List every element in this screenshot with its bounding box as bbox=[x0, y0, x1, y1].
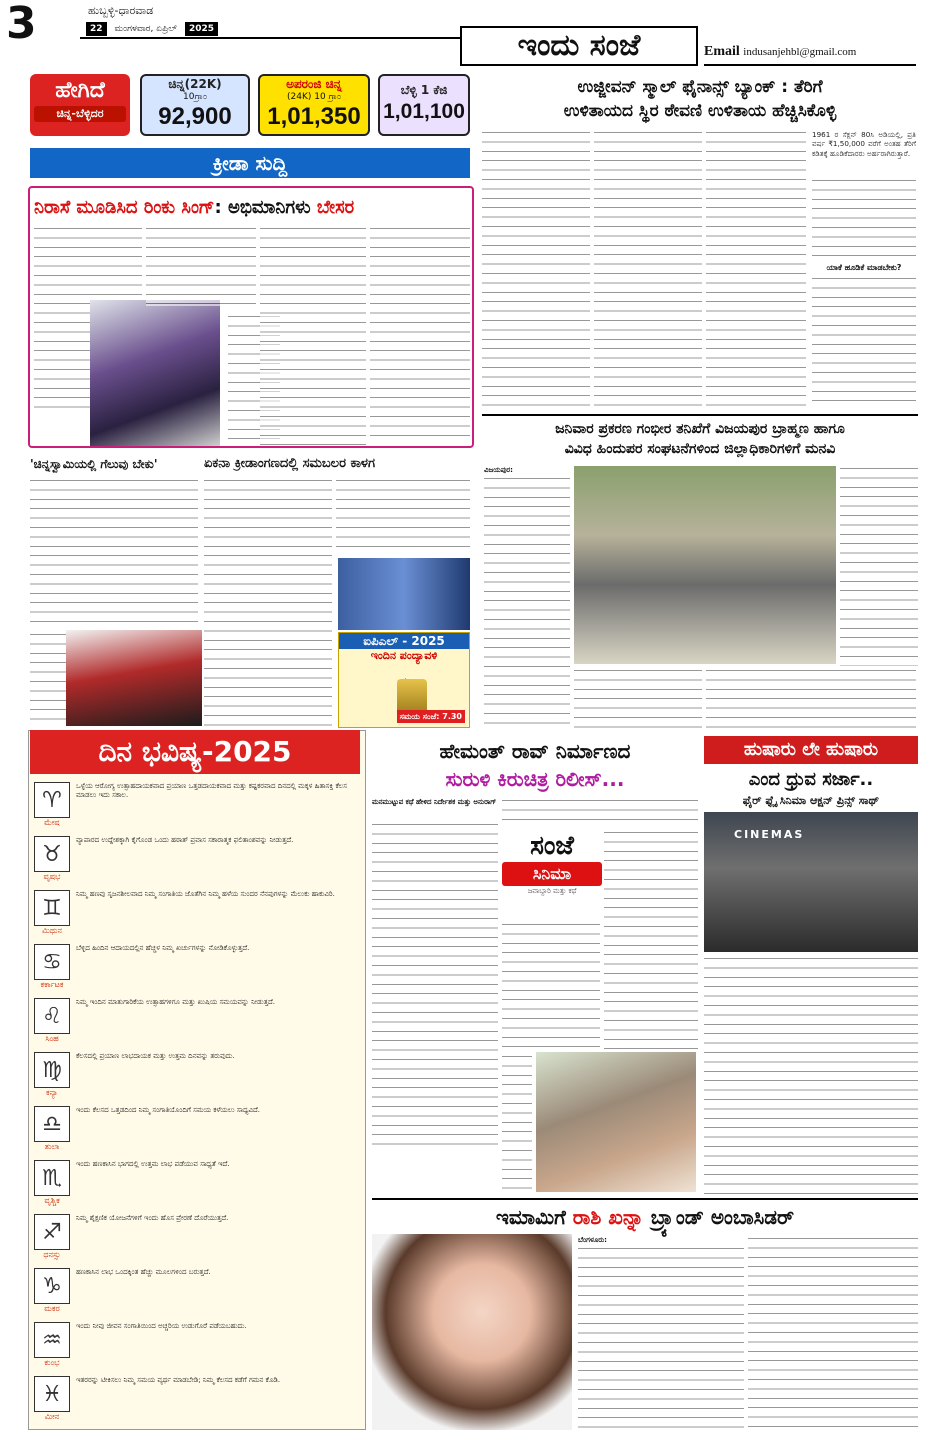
sign-aries-text: ಒಳ್ಳೆಯ ಆರೋಗ್ಯ ಉತ್ಸಾಹದಾಯಕವಾದ ಪ್ರಯಾಣ ಒತ್ತಡದಾಯಕವಾದ ಮತ್ತು ಕಷ್ಟಕರವಾದ ದಿನದಲ್ಲಿ ಮಕ್ಕಳ ಹಿತಾಸಕ್ತಿ ಕೆಲಸ ಮಾಡಲು ಇದು ಸಕಾಲ. bbox=[76, 782, 347, 799]
lucknow-text-col2 bbox=[336, 478, 470, 554]
rinku-text-col4 bbox=[370, 226, 470, 444]
gold24-unit: (24K) 10 ಗ್ರಾಂ bbox=[287, 92, 341, 102]
sagittarius-icon: ♐ bbox=[34, 1214, 70, 1250]
rashi-headline-c: ಬ್ರ್ಯಾಂಡ್ ಅಂಬಾಸಿಡರ್ bbox=[643, 1205, 795, 1229]
logo-bottom: ಸಿನಿಮಾ bbox=[502, 862, 602, 886]
email-rule bbox=[704, 64, 916, 66]
rinku-headline-d: ಬೇಸರ bbox=[316, 197, 355, 218]
pisces-icon: ♓ bbox=[34, 1376, 70, 1412]
sign-libra-text: ಇಂದು ಕೆಲಸದ ಒತ್ತಡದಿಂದ ನಿಮ್ಮ ಸಂಗಾತಿಯೊಂದಿಗೆ ಸಮಯ ಕಳೆಯಲು ಸಾಧ್ಯವಿದೆ. bbox=[76, 1106, 260, 1114]
cinema-text-col2 bbox=[502, 922, 600, 1050]
gemini-icon: ♊ bbox=[34, 890, 70, 926]
sign-name: ಕರ್ಕಾಟಕ bbox=[40, 980, 64, 989]
vijayapur-text-col3 bbox=[840, 466, 918, 666]
sign-scorpio bbox=[32, 1160, 72, 1210]
sign-capricorn-text: ಹಣಕಾಸಿನ ಲಾಭ ಒಂದಕ್ಕಿಂತ ಹೆಚ್ಚು ಮೂಲಗಳಿಂದ ಬರುತ್ತದೆ. bbox=[76, 1268, 211, 1276]
sign-name: ತುಲಾ bbox=[44, 1142, 60, 1151]
vijayapur-text-col2b bbox=[706, 668, 916, 732]
edition-city: ಹುಬ್ಬಳ್ಳಿ-ಧಾರವಾಡ bbox=[88, 4, 154, 17]
cinema-text-col2b bbox=[502, 1054, 532, 1192]
rinku-headline-a: ನಿರಾಸೆ ಮೂಡಿಸಿದ bbox=[34, 197, 144, 218]
gold22-value: 92,900 bbox=[158, 103, 232, 130]
sign-name: ವೃಶ್ಚಿಕ bbox=[44, 1196, 60, 1205]
players-photo bbox=[338, 558, 470, 630]
ujjivan-headline-1: ಉಜ್ಜೀವನ್ ಸ್ಮಾಲ್ ಫೈನಾನ್ಸ್ ಬ್ಯಾಂಕ್ : ತೆರಿಗೆ bbox=[577, 77, 823, 97]
ujjivan-text-col1 bbox=[482, 130, 590, 406]
sports-section-title: ಕ್ರೀಡಾ ಸುದ್ದಿ bbox=[30, 148, 470, 178]
ujjivan-headline-2: ಉಳಿತಾಯದ ಸ್ಥಿರ ಠೇವಣಿ ಉಳಿತಾಯ ಹೆಚ್ಚಿಸಿಕೊಳ್ಳಿ bbox=[563, 101, 837, 121]
silver-label: ಬೆಳ್ಳಿ 1 ಕೆಜಿ bbox=[400, 83, 448, 97]
rinku-headline-b: ರಿಂಕು ಸಿಂಗ್ bbox=[143, 197, 215, 218]
rcb-story-tail bbox=[30, 632, 66, 722]
sign-name: ಕನ್ಯಾ bbox=[46, 1088, 58, 1097]
ujjivan-text-col5 bbox=[812, 276, 916, 406]
dhruva-headline-2: ಎಂದ ಧ್ರುವ ಸರ್ಜಾ.. bbox=[748, 769, 874, 790]
sign-aquarius bbox=[32, 1322, 72, 1372]
page-number: 3 bbox=[6, 0, 37, 49]
price-badge-title: ಹೇಗಿದೆ bbox=[55, 78, 105, 103]
sign-name: ಮಕರ bbox=[44, 1304, 60, 1313]
rashi-headline-a: ಇಮಾಮಿಗೆ bbox=[495, 1205, 573, 1229]
vijayapur-dateline: ವಿಜಯಪುರ: bbox=[484, 466, 513, 474]
sign-cancer bbox=[32, 944, 72, 994]
ujjivan-text-col4 bbox=[812, 178, 916, 258]
sign-sagittarius-text: ನಿಮ್ಮ ಶೈಕ್ಷಣಿಕ ಯೋಜನೆಗಳಿಗೆ ಇಂದು ಹೊಸ ಪ್ರೇರಣೆ ದೊರೆಯುತ್ತದೆ. bbox=[76, 1214, 229, 1222]
sign-name: ಮೀನ bbox=[44, 1412, 60, 1421]
leo-icon: ♌ bbox=[34, 998, 70, 1034]
ipl-box-title: ಐಪಿಎಲ್ - 2025 bbox=[339, 633, 469, 649]
protest-photo bbox=[574, 466, 836, 664]
sign-aries bbox=[32, 782, 72, 832]
cinema-text-top bbox=[502, 798, 698, 828]
dateline bbox=[86, 22, 218, 36]
ujjivan-text-col3 bbox=[706, 130, 806, 406]
sign-taurus-text: ವ್ಯಾಪಾರದ ಉದ್ದೇಶಕ್ಕಾಗಿ ಕೈಗೊಂಡ ಒಂದು ಹಠಾತ್ ಪ್ರವಾಸ ಸಕಾರಾತ್ಮಕ ಫಲಿತಾಂಶವನ್ನು ನೀಡುತ್ತದೆ. bbox=[76, 836, 294, 844]
sign-capricorn bbox=[32, 1268, 72, 1318]
rashi-rule bbox=[372, 1198, 918, 1200]
cinema-text-col3 bbox=[604, 830, 698, 1050]
dhruva-subhead: ಫೈರ್ ಫ್ಲೈ ಸಿನಿಮಾ ಆಕ್ಷನ್ ಪ್ರಿನ್ಸ್ ಸಾಥ್ bbox=[742, 794, 880, 807]
vijayapur-text-col1 bbox=[484, 476, 570, 732]
gold22-label: ಚಿನ್ನ(22K) bbox=[168, 77, 222, 91]
vijayapur-text-col2a bbox=[574, 668, 702, 732]
gold22-price bbox=[140, 74, 250, 136]
ipl-box-time: ಸಮಯ ಸಂಜೆ: 7.30 bbox=[397, 710, 465, 723]
date-text: ಮಂಗಳವಾರ, ಏಪ್ರಿಲ್ bbox=[114, 24, 177, 34]
header-rule bbox=[80, 37, 460, 39]
sign-cancer-text: ಬೆಳ್ಳಿದ ಹಿಂದಿನ ಆದಾಯದಲ್ಲಿನ ಹೆಚ್ಚಳ ನಿಮ್ಮ ಖರ್ಚುಗಳನ್ನು ನೋಡಿಕೊಳ್ಳುತ್ತದೆ. bbox=[76, 944, 250, 952]
rinku-headline-c: : ಅಭಿಮಾನಿಗಳು bbox=[214, 197, 317, 218]
sanje-cinema-logo bbox=[502, 830, 602, 918]
cinema-byline: ಮನಮುಟ್ಟುವ ಕಥೆ ಹೇಳಿದ ನಿರ್ದೇಶಕ ಮತ್ತು ಅನುರಾಗ್ bbox=[372, 798, 497, 806]
taurus-icon: ♉ bbox=[34, 836, 70, 872]
lucknow-text-col1 bbox=[204, 478, 332, 726]
dhruva-headline-1: ಹುಷಾರು ಲೇ ಹುಷಾರು bbox=[704, 736, 918, 764]
sign-taurus bbox=[32, 836, 72, 886]
sign-scorpio-text: ಇಂದು ಹಣಕಾಸಿನ ಭಾಗದಲ್ಲಿ ಉತ್ತಮ ಲಾಭ ಪಡೆಯುವ ಸಾಧ್ಯತೆ ಇದೆ. bbox=[76, 1160, 230, 1168]
sign-sagittarius bbox=[32, 1214, 72, 1264]
dhruva-photo bbox=[704, 812, 918, 952]
ipl-today-box bbox=[338, 632, 470, 728]
dhruva-text bbox=[704, 956, 918, 1194]
ipl-box-sub: ಇಂದಿನ ಪಂದ್ಯಾವಳಿ bbox=[370, 649, 438, 662]
date-day: 22 bbox=[86, 22, 107, 36]
ujjivan-snippet: 1961 ರ ಸೆಕ್ಷನ್ 80ಸಿ ಅಡಿಯಲ್ಲಿ, ಪ್ರತಿ ವರ್ಷ ₹1,50,000 ವರೆಗೆ ಅಂತಹ ತೆರಿಗೆ ಕಡಿತಕ್ಕೆ ಹೂಡಿಕೆದಾರರು ಅರ್ಹರಾಗಿರುತ್ತಾರೆ. bbox=[812, 130, 916, 158]
email-label: Email bbox=[704, 44, 740, 59]
masthead: ಇಂದು ಸಂಜೆ bbox=[460, 26, 698, 66]
aquarius-icon: ♒ bbox=[34, 1322, 70, 1358]
gold24-label: ಅಪರಂಜಿ ಚಿನ್ನ bbox=[286, 77, 342, 91]
rinku-text-col3 bbox=[260, 226, 366, 446]
sign-leo-text: ನಿಮ್ಮ ಇಂದಿನ ಮಾತುಗಾರಿಕೆಯ ಉತ್ಸಾಹಗಳಿಗೂ ಮತ್ತು ಖುಷಿಯ ಸಮಯವನ್ನು ನೀಡುತ್ತದೆ. bbox=[76, 998, 276, 1006]
logo-top: ಸಂಜೆ bbox=[530, 831, 574, 861]
rashi-headline-b: ರಾಶಿ ಖನ್ನಾ bbox=[572, 1205, 644, 1229]
sign-name: ಮೇಷ bbox=[44, 818, 60, 827]
vijayapur-headline-2: ವಿವಿಧ ಹಿಂದುಪರ ಸಂಘಟನೆಗಳಿಂದ ಜಿಲ್ಲಾಧಿಕಾರಿಗಳಿಗೆ ಮನವಿ bbox=[564, 441, 836, 457]
sign-name: ವೃಷಭ bbox=[43, 872, 61, 881]
vijayapur-headline-1: ಜನಿವಾರ ಪ್ರಕರಣ ಗಂಭೀರ ತನಿಖೆಗೆ ವಿಜಯಪುರ ಬ್ರಾಹ್ಮಣ ಹಾಗೂ bbox=[555, 421, 845, 437]
aries-icon: ♈ bbox=[34, 782, 70, 818]
ujjivan-text-col2 bbox=[594, 130, 702, 406]
sign-aquarius-text: ಇಂದು ನೀವು ಜೀವನ ಸಂಗಾತಿಯಿಂದ ಅಚ್ಚರಿಯ ಉಡುಗೊರೆ ಪಡೆಯಬಹುದು. bbox=[76, 1322, 247, 1330]
rashi-headline bbox=[372, 1202, 918, 1232]
cancer-icon: ♋ bbox=[34, 944, 70, 980]
silver-price bbox=[378, 74, 470, 136]
scorpio-icon: ♏ bbox=[34, 1160, 70, 1196]
rashi-text-col1 bbox=[578, 1246, 744, 1430]
price-badge-sub: ಚಿನ್ನ-ಬೆಳ್ಳಿದರ bbox=[34, 106, 126, 122]
sign-gemini-text: ನಿಮ್ಮ ಹಣವು ಸೃಜನಶೀಲವಾದ ನಿಮ್ಮ ಸಂಗಾತಿಯ ಜೊತೆಗಿನ ನಿಮ್ಮ ಹಳೆಯ ಸುಂದರ ನೆನಪುಗಳನ್ನು ಮೆಲುಕು ಹಾಕುವಿರಿ. bbox=[76, 890, 335, 898]
virgo-icon: ♍ bbox=[34, 1052, 70, 1088]
kohli-photo bbox=[66, 630, 202, 726]
rashi-dateline: ಬೆಂಗಳೂರು: bbox=[578, 1236, 607, 1244]
cinema-family-photo bbox=[536, 1052, 696, 1192]
rinku-photo bbox=[90, 300, 220, 446]
horoscope-title: ದಿನ ಭವಿಷ್ಯ-2025 bbox=[30, 730, 360, 774]
sign-gemini bbox=[32, 890, 72, 940]
email-address[interactable]: indusanjehbl@gmail.com bbox=[743, 46, 857, 58]
ujjivan-subhead: ಯಾಕೆ ಹೂಡಿಕೆ ಮಾಡಬೇಕು? bbox=[826, 263, 902, 272]
gold24-price bbox=[258, 74, 370, 136]
rcb-story-text bbox=[30, 478, 198, 628]
gold22-unit: 10ಗ್ರಾಂ bbox=[183, 92, 207, 102]
sign-name: ಧನಸ್ಸು bbox=[43, 1250, 61, 1259]
sign-pisces-text: ಇತರರನ್ನು ಟೀಕಿಸಲು ನಿಮ್ಮ ಸಮಯ ವ್ಯರ್ಥ ಮಾಡಬೇಡಿ; ನಿಮ್ಮ ಕೆಲಸದ ಕಡೆಗೆ ಗಮನ ಕೊಡಿ. bbox=[76, 1376, 281, 1384]
date-year: 2025 bbox=[185, 22, 218, 36]
sign-pisces bbox=[32, 1376, 72, 1426]
sign-virgo bbox=[32, 1052, 72, 1102]
sign-libra bbox=[32, 1106, 72, 1156]
email-line bbox=[704, 44, 856, 60]
rashi-text-col2 bbox=[748, 1236, 918, 1430]
photo-sign: CINEMAS bbox=[734, 828, 805, 841]
capricorn-icon: ♑ bbox=[34, 1268, 70, 1304]
rinku-text-col2 bbox=[146, 226, 256, 306]
cinema-headline-2: ಸುರುಳಿ ಕಿರುಚಿತ್ರ ರಿಲೀಸ್... bbox=[445, 767, 625, 791]
libra-icon: ♎ bbox=[34, 1106, 70, 1142]
lucknow-story-title: ಏಕನಾ ಕ್ರೀಡಾಂಗಣದಲ್ಲಿ ಸಮಬಲರ ಕಾಳಗ bbox=[204, 456, 376, 471]
rcb-story-title: 'ಚಿನ್ನಸ್ವಾಮಿಯಲ್ಲಿ ಗೆಲುವು ಬೇಕು' bbox=[30, 457, 158, 471]
rinku-headline bbox=[34, 196, 474, 220]
rashi-photo bbox=[372, 1234, 572, 1430]
sign-virgo-text: ಕೆಲಸದಲ್ಲಿ ಪ್ರಯಾಣ ಲಾಭದಾಯಕ ಮತ್ತು ಉತ್ತಮ ದಿನವನ್ನು ತರುವುದು. bbox=[76, 1052, 235, 1060]
gold24-value: 1,01,350 bbox=[267, 103, 361, 130]
sign-name: ಕುಂಭ bbox=[44, 1358, 60, 1367]
cinema-text-col1 bbox=[372, 822, 498, 1152]
price-badge bbox=[30, 74, 130, 136]
sign-name: ಸಿಂಹ bbox=[45, 1034, 59, 1043]
silver-value: 1,01,100 bbox=[383, 100, 465, 123]
sign-name: ಮಿಥುನ bbox=[42, 926, 62, 935]
sign-leo bbox=[32, 998, 72, 1048]
logo-note: ಜವಾಬ್ದಾರಿ ಮತ್ತು ಕಥೆ bbox=[527, 887, 577, 895]
vijayapur-rule bbox=[482, 414, 918, 416]
cinema-headline-1: ಹೇಮಂತ್ ರಾವ್ ನಿರ್ಮಾಣದ bbox=[439, 739, 631, 763]
